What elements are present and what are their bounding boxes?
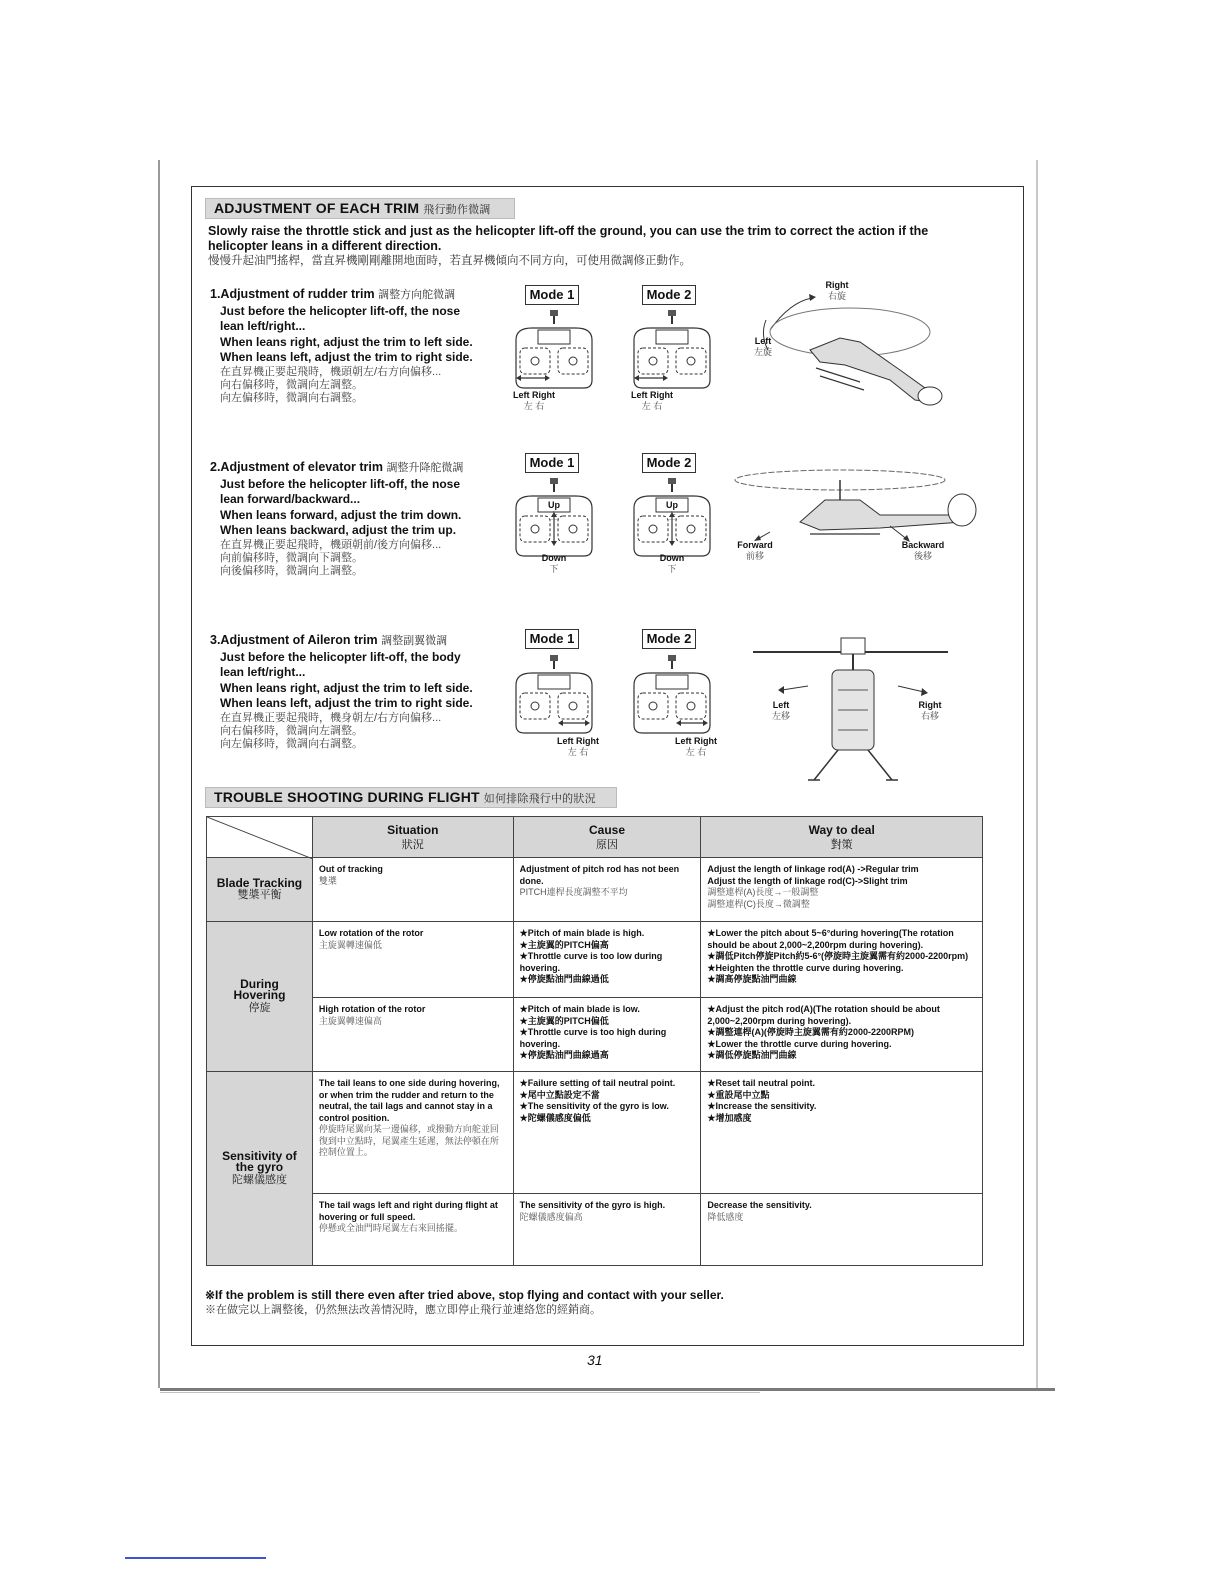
intro-zh: 慢慢升起油門搖桿，當直昇機剛剛離開地面時，若直昇機傾向不同方向，可使用微調修正動作。	[208, 255, 691, 267]
footer-note	[205, 1288, 724, 1318]
page-number: 31	[587, 1352, 603, 1368]
footer-note-zh: ※在做完以上調整後，仍然無法改善情況時，應立即停止飛行並連絡您的經銷商。	[205, 1304, 601, 1316]
deal-cell: ★Lower the pitch about 5~6°during hovering(The rotation should be about 2,000~2,200rpm during hovering). ★調低Pitch停旋Pitch約5-6°(停旋時主旋翼需有約2000-2200rpm) ★Heighten the throttle curve during hovering. ★調高停旋點油門曲線	[701, 922, 983, 998]
direction-label: Right 右移	[918, 700, 942, 721]
deal-cell: ★Reset tail neutral point. ★重設尾中立點 ★Increase the sensitivity. ★增加感度	[701, 1072, 983, 1194]
adjustment-title: 3.Adjustment of Aileron trim	[210, 633, 378, 647]
scan-edge-left	[158, 160, 160, 1388]
adjustment-title-zh: 調整副翼微調	[381, 635, 448, 647]
situation-cell: The tail wags left and right during flight at hovering or full speed. 停懸或全油門時尾翼左右來回搖擺。	[312, 1194, 513, 1266]
scan-edge-bottom-thin	[160, 1392, 760, 1393]
direction-label: Left 左移	[771, 700, 790, 721]
adjustment-line-zh: 向後偏移時，微調向上調整。	[220, 564, 363, 577]
adjustment-title-zh: 調整升降舵微調	[386, 462, 464, 474]
adjustment-line: When leans backward, adjust the trim up.	[220, 523, 457, 537]
tx-label-up: Up 上	[666, 500, 678, 521]
intro-en: Slowly raise the throttle stick and just as the helicopter lift-off the ground, you can use the trim to correct the action if the helicopter leans in a different direction.	[208, 224, 929, 253]
adjustment-line: Just before the helicopter lift-off, the nose	[220, 303, 461, 318]
adjustment-line-zh: 向左偏移時，微調向右調整。	[220, 391, 363, 404]
direction-label: Left 左旋	[753, 336, 772, 357]
header-situation: Situation 狀況	[312, 817, 513, 858]
adjustment-line-zh: 向前偏移時，微調向下調整。	[220, 551, 363, 564]
cause-cell: ★Failure setting of tail neutral point. ★尾中立點設定不當 ★The sensitivity of the gyro is low. ★陀螺儀感度偏低	[513, 1072, 701, 1194]
table-row	[207, 1072, 983, 1194]
blue-underline	[125, 1557, 266, 1559]
header-way-to-deal: Way to deal 對策	[701, 817, 983, 858]
cause-cell: The sensitivity of the gyro is high. 陀螺儀感度偏高	[513, 1194, 701, 1266]
cause-cell: ★Pitch of main blade is low. ★主旋翼的PITCH偏低 ★Throttle curve is too high during hovering. ★停旋點油門曲線過高	[513, 998, 701, 1072]
group-during-hovering: During Hovering 停旋	[207, 922, 313, 1072]
table-row	[207, 1194, 983, 1266]
footer-note-en: ※If the problem is still there even after tried above, stop flying and contact with your seller.	[205, 1288, 724, 1302]
adjustment-line: When leans right, adjust the trim to left side.	[220, 680, 473, 695]
direction-label: Backward 後移	[901, 540, 945, 561]
adjustment-line: When leans left, adjust the trim to right side.	[220, 696, 473, 710]
adjustment-rudder	[210, 287, 510, 405]
section-title-zh: 如何排除飛行中的狀況	[483, 793, 596, 805]
table-row	[207, 922, 983, 998]
adjustment-aileron	[210, 633, 510, 751]
section-title: ADJUSTMENT OF EACH TRIM	[214, 200, 420, 216]
group-blade-tracking: Blade Tracking 雙槳平衡	[207, 858, 313, 922]
deal-cell: Decrease the sensitivity. 降低感度	[701, 1194, 983, 1266]
tx-label: Left Right 左 右	[557, 736, 599, 757]
adjustment-line-zh: 向右偏移時，微調向左調整。	[220, 724, 363, 737]
tx-label: Left Right 左 右	[675, 736, 717, 757]
adjustment-title-zh: 調整方向舵微調	[378, 289, 456, 301]
deal-cell: ★Adjust the pitch rod(A)(The rotation should be about 2,000~2,200rpm during hovering). ★調整連桿(A)(停旋時主旋翼需有約2000-2200RPM) ★Lower the throttle curve during hovering. ★調低停旋點油門曲線	[701, 998, 983, 1072]
scan-edge-right	[1036, 160, 1038, 1388]
direction-label: Forward 前移	[737, 540, 773, 561]
cause-cell: Adjustment of pitch rod has not been done. PITCH連桿長度調整不平均	[513, 858, 701, 922]
situation-cell: High rotation of the rotor 主旋翼轉速偏高	[312, 998, 513, 1072]
table-header-row	[207, 817, 983, 858]
mode2-label: Mode 2	[642, 285, 696, 305]
adjustment-title: 2.Adjustment of elevator trim	[210, 460, 383, 474]
intro-text	[208, 224, 988, 269]
mode2-label: Mode 2	[642, 453, 696, 473]
section-header-trim	[205, 198, 515, 219]
adjustment-line-zh: 在直昇機正要起飛時，機頭朝左/右方向偏移...	[220, 365, 442, 378]
table-row	[207, 998, 983, 1072]
diagonal-line	[207, 817, 313, 859]
adjustment-line-zh: 在直昇機正要起飛時，機身朝左/右方向偏移...	[220, 711, 442, 724]
adjustment-line: When leans right, adjust the trim to left side.	[220, 334, 473, 349]
direction-label: Right 右旋	[825, 280, 849, 301]
adjustment-line: When leans forward, adjust the trim down.	[220, 507, 462, 522]
situation-cell: Low rotation of the rotor 主旋翼轉速偏低	[312, 922, 513, 998]
adjustment-line: lean forward/backward...	[220, 492, 361, 506]
tx-label-down: Down 下	[541, 553, 567, 574]
adjustment-line: lean left/right...	[220, 665, 306, 679]
troubleshooting-table	[206, 816, 983, 1266]
tx-label: Left Right 左 右	[513, 390, 555, 411]
cause-cell: ★Pitch of main blade is high. ★主旋翼的PITCH偏高 ★Throttle curve is too low during hovering. ★停旋點油門曲線過低	[513, 922, 701, 998]
mode1-label: Mode 1	[525, 453, 579, 473]
tx-label-up: Up 上	[548, 500, 560, 521]
section-header-trouble	[205, 787, 617, 808]
adjustment-line: Just before the helicopter lift-off, the nose	[220, 476, 461, 491]
situation-cell: Out of tracking 雙槳	[312, 858, 513, 922]
section-title-zh: 飛行動作微調	[423, 204, 491, 216]
adjustment-line: lean left/right...	[220, 319, 306, 333]
adjustment-line-zh: 向右偏移時，微調向左調整。	[220, 378, 363, 391]
table-row	[207, 858, 983, 922]
header-cause: Cause 原因	[513, 817, 701, 858]
tx-label: Left Right 左 右	[631, 390, 673, 411]
mode2-label: Mode 2	[642, 629, 696, 649]
adjustment-line: Just before the helicopter lift-off, the body	[220, 649, 461, 664]
adjustment-line-zh: 在直昇機正要起飛時，機頭朝前/後方向偏移...	[220, 538, 442, 551]
scan-edge-bottom	[160, 1388, 1055, 1391]
adjustment-line: When leans left, adjust the trim to right side.	[220, 350, 473, 364]
situation-cell: The tail leans to one side during hovering, or when trim the rudder and return to the neutral, the tail lags and cannot stay in a control position. 停旋時尾翼向某一邊偏移，或撥動方向舵並回復到中立點時，尾翼產生延遲，無法停頓在所控制位置上。	[312, 1072, 513, 1194]
deal-cell: Adjust the length of linkage rod(A) ->Regular trim Adjust the length of linkage rod(C)->Slight trim 調整連桿(A)長度→一般調整 調整連桿(C)長度→微調整	[701, 858, 983, 922]
group-gyro-sensitivity: Sensitivity of the gyro 陀螺儀感度	[207, 1072, 313, 1266]
tx-label-down: Down 下	[659, 553, 685, 574]
mode1-label: Mode 1	[525, 629, 579, 649]
adjustment-line-zh: 向左偏移時，微調向右調整。	[220, 737, 363, 750]
section-title: TROUBLE SHOOTING DURING FLIGHT	[214, 789, 480, 805]
mode1-label: Mode 1	[525, 285, 579, 305]
corner-cell	[207, 817, 313, 858]
adjustment-title: 1.Adjustment of rudder trim	[210, 287, 375, 301]
adjustment-elevator	[210, 460, 510, 578]
